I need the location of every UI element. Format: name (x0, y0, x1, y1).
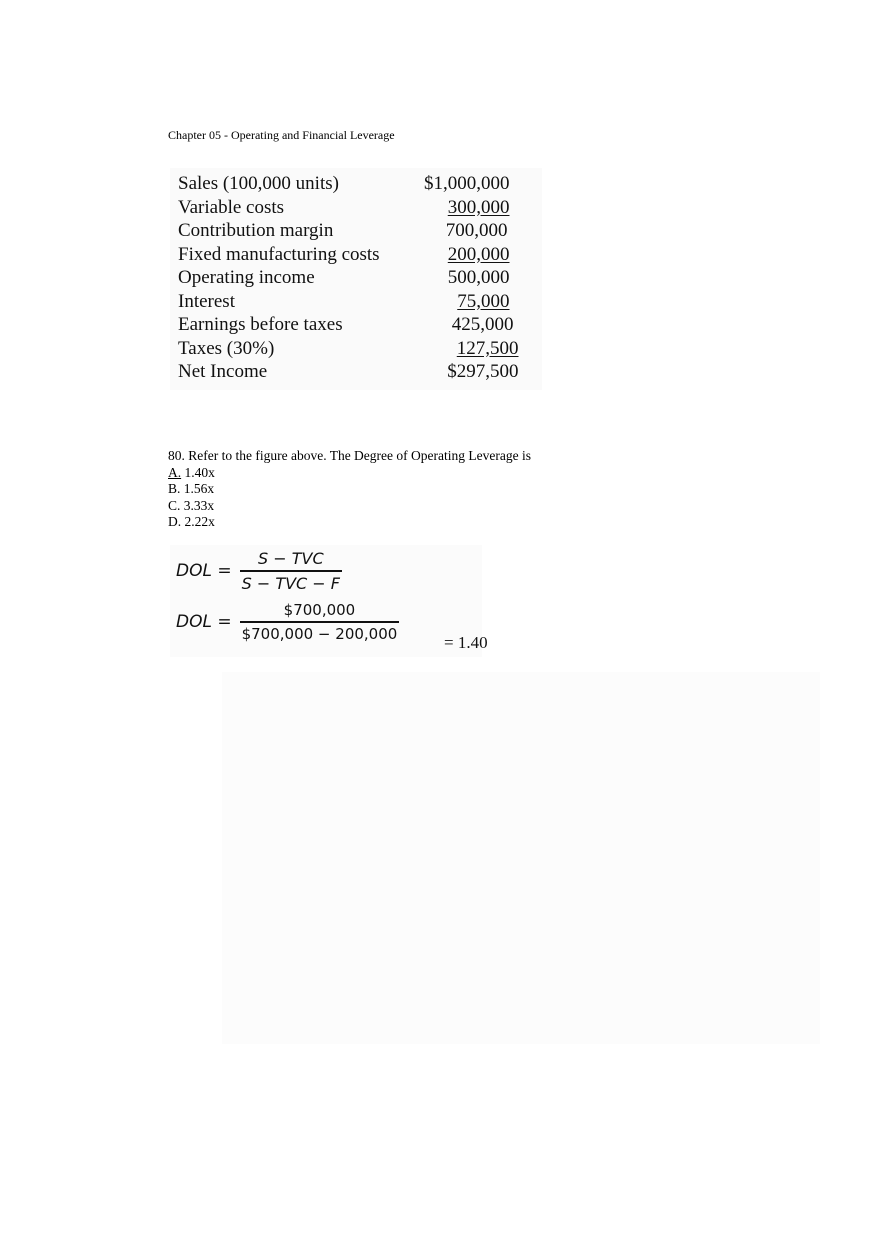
numeric-formula (176, 601, 399, 643)
row-label: Interest (178, 290, 235, 312)
table-row (178, 196, 524, 220)
option-c (168, 498, 531, 515)
income-statement-table (178, 172, 524, 384)
table-row (178, 172, 524, 196)
option-d (168, 514, 531, 531)
option-letter: D. (168, 514, 182, 529)
page-header: Chapter 05 - Operating and Financial Leverage (168, 128, 395, 142)
formula-result: = 1.40 (444, 633, 488, 652)
row-label: Fixed manufacturing costs (178, 243, 380, 265)
table-row (178, 290, 524, 314)
row-label: Operating income (178, 267, 315, 288)
row-amount: 127,500 (456, 337, 519, 359)
row-label: Earnings before taxes (178, 314, 343, 335)
table-row (178, 219, 524, 243)
option-letter: A. (168, 464, 182, 480)
question-block (168, 448, 531, 531)
row-amount: 425,000 (451, 314, 514, 335)
row-label: Taxes (30%) (178, 337, 275, 359)
row-amount: 75,000 (457, 290, 510, 312)
table-row (178, 266, 524, 290)
fraction-bar (240, 570, 342, 572)
row-label: Contribution margin (178, 220, 334, 241)
general-formula (176, 549, 342, 593)
fraction-numerator: S − TVC (257, 549, 324, 568)
table-row (178, 360, 524, 384)
fraction (240, 601, 400, 643)
fraction (240, 549, 342, 593)
row-amount: $1,000,000 (424, 173, 510, 194)
table-row (178, 337, 524, 361)
option-b (168, 481, 531, 498)
table-row (178, 243, 524, 267)
option-text: 1.56x (180, 481, 215, 496)
fraction-denominator: S − TVC − F (241, 573, 340, 593)
option-text: 1.40x (181, 464, 215, 480)
option-letter: B. (168, 481, 181, 496)
formula-lhs: DOL = (176, 611, 232, 632)
income-statement-figure (170, 168, 542, 390)
scan-shading (222, 672, 820, 1044)
option-text: 2.22x (181, 514, 215, 529)
option-text: 3.33x (180, 497, 215, 513)
option-a (168, 465, 531, 482)
row-amount: $297,500 (447, 361, 519, 382)
dol-formula-figure (170, 545, 488, 657)
question-stem: 80. Refer to the figure above. The Degree of Operating Leverage is (168, 448, 531, 463)
formula-lhs: DOL = (176, 560, 232, 581)
fraction-denominator: $700,000 − 200,000 (241, 624, 398, 643)
fraction-bar (240, 621, 400, 623)
row-amount: 300,000 (447, 196, 510, 218)
fraction-numerator: $700,000 (283, 601, 356, 619)
row-label: Net Income (178, 361, 268, 382)
table-row (178, 313, 524, 337)
option-letter: C. (168, 497, 181, 513)
row-label: Sales (100,000 units) (178, 173, 339, 194)
row-amount: 200,000 (447, 243, 510, 265)
row-label: Variable costs (178, 196, 285, 218)
row-amount: 500,000 (447, 267, 510, 288)
row-amount: 700,000 (445, 220, 508, 241)
